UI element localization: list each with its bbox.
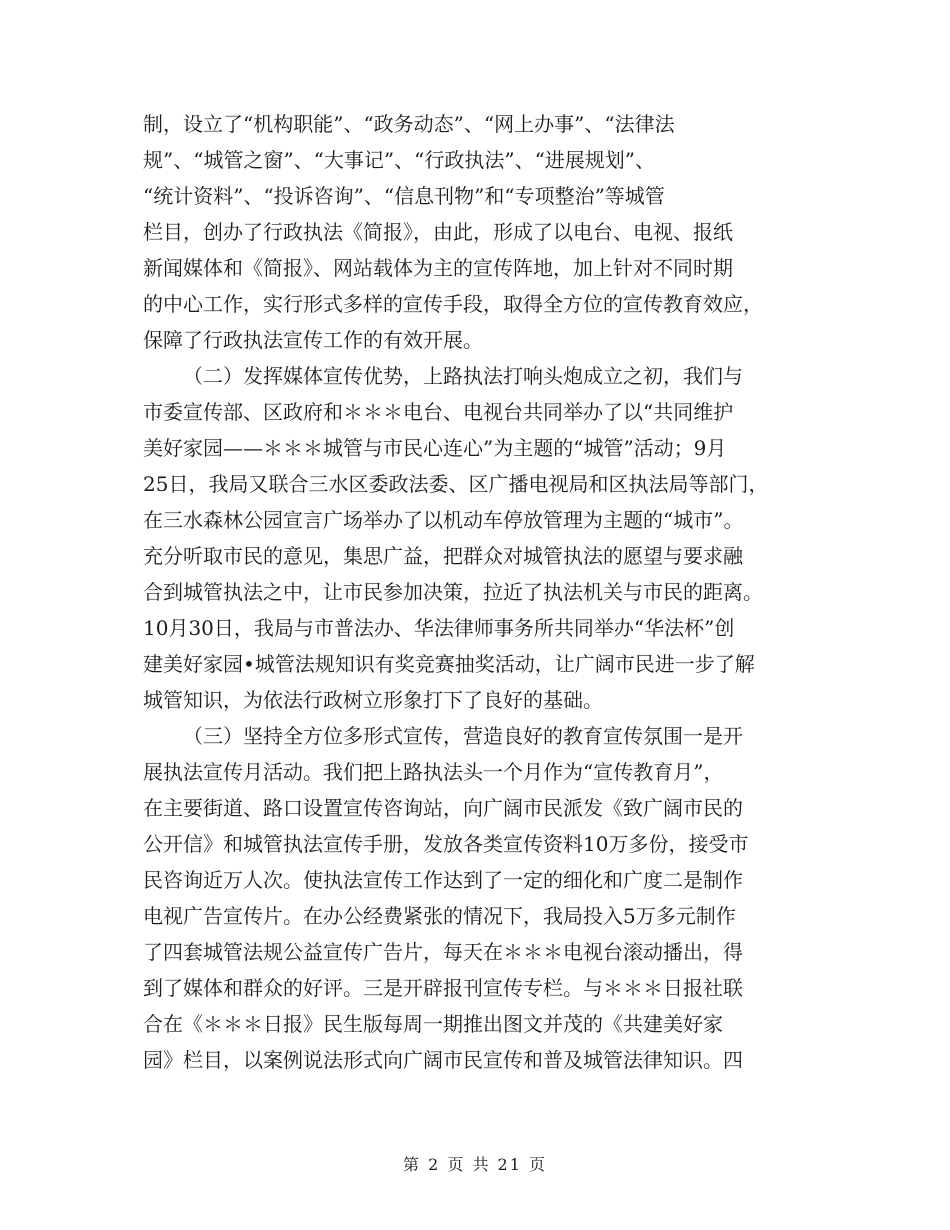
- text-line: 合在《＊＊＊日报》民生版每周一期推出图文并茂的《共建美好家: [143, 1012, 723, 1036]
- text-line: 到了媒体和群众的好评。三是开辟报刊宣传专栏。与＊＊＊日报社联: [143, 976, 743, 1000]
- text-line: 了四套城管法规公益宣传广告片，每天在＊＊＊电视台滚动播出，得: [143, 940, 743, 964]
- text-line: 建美好家园•城管法规知识有奖竞赛抽奖活动，让广阔市民进一步了解: [143, 652, 755, 676]
- section-heading-line: （二）发挥媒体宣传优势，上路执法打响头炮成立之初，我们与: [183, 364, 743, 388]
- text-line: 公开信》和城管执法宣传手册，发放各类宣传资料10万多份，接受市: [143, 832, 749, 856]
- section-heading-line: （三）坚持全方位多形式宣传，营造良好的教育宣传氛围一是开: [183, 724, 743, 748]
- text-line: 市委宣传部、区政府和＊＊＊电台、电视台共同举办了以“共同维护: [143, 400, 734, 424]
- text-line: 城管知识，为依法行政树立形象打下了良好的基础。: [143, 688, 603, 712]
- text-line: 规”、“城管之窗”、“大事记”、“行政执法”、“进展规划”、: [143, 148, 656, 172]
- document-body: [143, 106, 805, 1078]
- text-line: 园》栏目，以案例说法形式向广阔市民宣传和普及城管法律知识。四: [143, 1048, 743, 1072]
- text-line: 在主要街道、路口设置宣传咨询站，向广阔市民派发《致广阔市民的: [143, 796, 743, 820]
- text-line: 制，设立了“机构职能”、“政务动态”、“网上办事”、“法律法: [143, 112, 675, 136]
- text-line: 在三水森林公园宣言广场举办了以机动车停放管理为主题的“城市”。: [143, 508, 744, 532]
- text-line: 民咨询近万人次。使执法宣传工作达到了一定的细化和广度二是制作: [143, 868, 743, 892]
- text-line: 10月30日，我局与市普法办、华法律师事务所共同举办“华法杯”创: [143, 616, 735, 640]
- text-line: 合到城管执法之中，让市民参加决策，拉近了执法机关与市民的距离。: [143, 580, 763, 604]
- text-line: 电视广告宣传片。在办公经费紧张的情况下，我局投入5万多元制作: [143, 904, 736, 928]
- text-line: 的中心工作，实行形式多样的宣传手段，取得全方位的宣传教育效应，: [143, 292, 763, 316]
- text-line: “统计资料”、“投诉咨询”、“信息刊物”和“专项整治”等城管: [143, 184, 665, 208]
- text-line: 展执法宣传月活动。我们把上路执法头一个月作为“宣传教育月”，: [143, 760, 724, 784]
- text-line: 栏目，创办了行政执法《简报》，由此，形成了以电台、电视、报纸: [143, 220, 733, 244]
- text-line: 保障了行政执法宣传工作的有效开展。: [143, 328, 483, 352]
- page-number-footer: 第 2 页 共 21 页: [403, 1155, 547, 1174]
- text-line: 充分听取市民的意见，集思广益，把群众对城管执法的愿望与要求融: [143, 544, 743, 568]
- text-line: 新闻媒体和《简报》、网站载体为主的宣传阵地，加上针对不同时期: [143, 256, 733, 280]
- text-line: 美好家园——＊＊＊城管与市民心连心”为主题的“城管”活动；9月: [143, 436, 727, 460]
- text-line: 25日，我局又联合三水区委政法委、区广播电视局和区执法局等部门，: [143, 472, 769, 496]
